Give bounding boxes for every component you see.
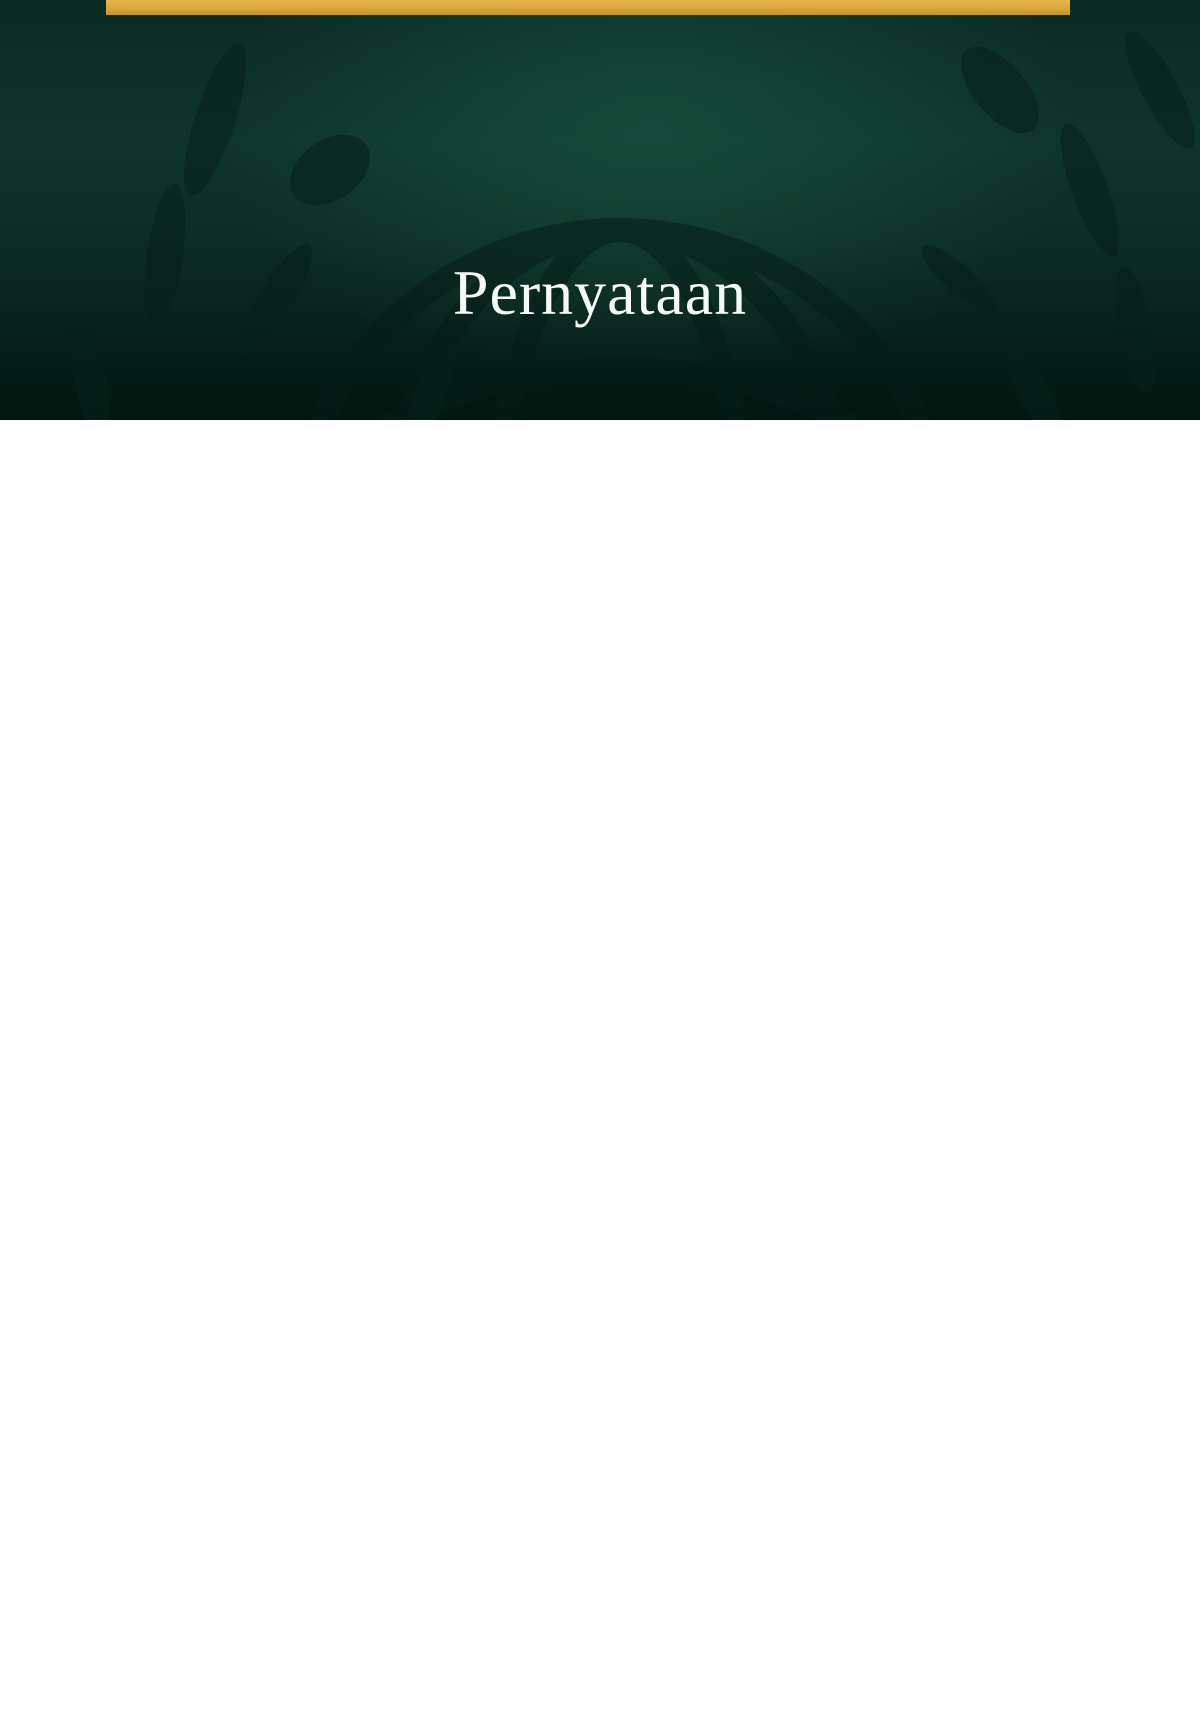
header-banner [0,0,1200,420]
page-title: Pernyataan [452,257,748,328]
header-background-art [0,0,1200,420]
gold-accent-bar [106,0,1070,15]
teal-divider-bar [0,420,1200,433]
